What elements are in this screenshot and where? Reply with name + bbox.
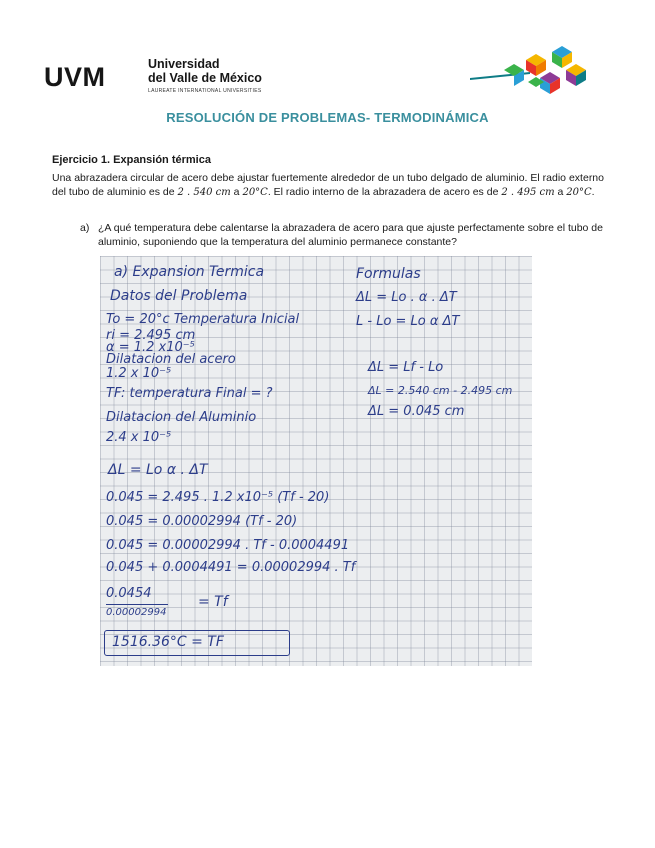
- statement-part3: . El radio interno de la abrazadera de acero es de: [267, 185, 502, 198]
- university-name: [148, 57, 262, 85]
- hw-formula-5: ΔL = 0.045 cm: [368, 404, 465, 419]
- hw-fraction-bar: [106, 604, 168, 605]
- uvm-logo: UVM: [44, 62, 106, 92]
- hw-formula-1: ΔL = Lo . α . ΔT: [356, 290, 457, 305]
- question-a: [80, 222, 605, 249]
- hw-line-final-temp: TF: temperatura Final = ?: [106, 386, 273, 401]
- statement-part2: a: [230, 185, 243, 198]
- hw-step-2: 0.045 = 2.495 . 1.2 x10⁻⁵ (Tf - 20): [106, 490, 330, 505]
- logo-tagline: LAUREATE INTERNATIONAL UNIVERSITIES: [148, 88, 262, 94]
- hw-final-answer: 1516.36°C = TF: [112, 634, 224, 650]
- hw-step-6-denominator: 0.00002994: [106, 607, 167, 618]
- problem-statement: [52, 172, 604, 199]
- hw-line-steel-dilation: Dilatacion del acero: [106, 352, 236, 367]
- hw-line-section-title: a) Expansion Termica: [114, 264, 265, 280]
- handwritten-solution-photo: [100, 256, 532, 666]
- question-text: ¿A qué temperatura debe calentarse la abrazadera de acero para que ajuste perfectamente sobre el tubo de aluminio, suponiendo que la temperatura del aluminio permanece constante?: [98, 222, 603, 248]
- exercise-title: Ejercicio 1. Expansión térmica: [52, 154, 211, 166]
- hw-line-aluminum-coef: 2.4 x 10⁻⁵: [106, 430, 172, 445]
- hw-line-radius: ri = 2.495 cm: [106, 328, 196, 343]
- statement-part5: .: [591, 185, 595, 198]
- hw-line-initial-temp: To = 20°c Temperatura Inicial: [106, 312, 300, 327]
- hw-formula-3: ΔL = Lf - Lo: [368, 360, 444, 375]
- hw-line-aluminum-dilation: Dilatacion del Aluminio: [106, 410, 257, 425]
- hw-step-5: 0.045 + 0.0004491 = 0.00002994 . Tf: [106, 560, 356, 575]
- hw-line-data-title: Datos del Problema: [110, 288, 248, 304]
- hw-step-4: 0.045 = 0.00002994 . Tf - 0.0004491: [106, 538, 350, 553]
- hw-step-6-result: = Tf: [198, 594, 228, 610]
- page-header: [0, 0, 655, 110]
- hw-line-steel-coef: 1.2 x 10⁻⁵: [106, 366, 172, 381]
- document-title: RESOLUCIÓN DE PROBLEMAS- TERMODINÁMICA: [166, 110, 489, 125]
- statement-part1: Una abrazadera circular de acero debe ajustar fuertemente alrededor de un tubo delgado de aluminio. El radio externo del tubo de aluminio es de: [52, 172, 604, 198]
- hw-step-6-numerator: 0.0454: [106, 586, 152, 601]
- inner-radius-value: 2 . 495 cm: [501, 186, 555, 198]
- outer-radius-value: 2 . 540 cm: [177, 186, 231, 198]
- hw-line-alpha: α = 1.2 x10⁻⁵: [106, 340, 195, 355]
- hw-formulas-title: Formulas: [356, 266, 421, 282]
- hw-formula-4: ΔL = 2.540 cm - 2.495 cm: [368, 384, 513, 397]
- university-name-line2: del Valle de México: [148, 71, 262, 85]
- university-name-line1: Universidad: [148, 57, 220, 71]
- decorative-cubes-icon: [470, 42, 590, 98]
- temperature-value-2: 20°C: [566, 186, 592, 198]
- temperature-value-1: 20°C: [242, 186, 268, 198]
- hw-step-3: 0.045 = 0.00002994 (Tf - 20): [106, 514, 298, 529]
- hw-formula-2: L - Lo = Lo α ΔT: [356, 314, 460, 329]
- question-label: a): [80, 222, 90, 234]
- hw-step-1: ΔL = Lo α . ΔT: [108, 462, 208, 478]
- statement-part4: a: [554, 185, 567, 198]
